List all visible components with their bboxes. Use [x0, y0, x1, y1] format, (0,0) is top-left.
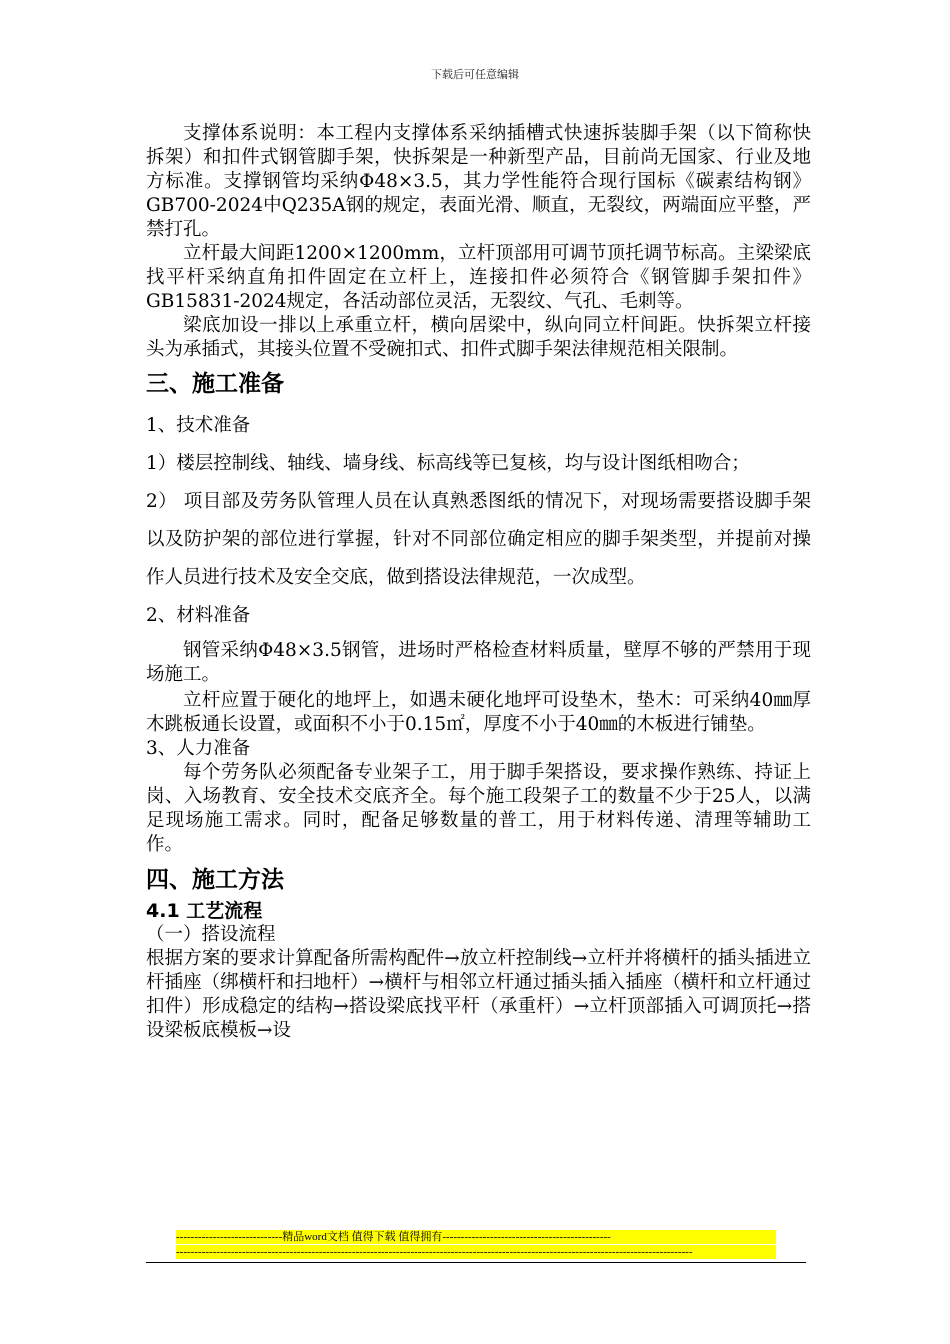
paragraph-labor: 每个劳务队必须配备专业架子工，用于脚手架搭设，要求操作熟练、持证上岗、入场教育、安全技术交底齐全。每个施工段架子工的数量不少于25人，以满足现场施工需求。同时，配备足够数量的普工，用于材料传递、清理等辅助工作。	[146, 762, 811, 855]
subheading-material-prep: 2、材料准备	[146, 605, 251, 626]
subheading-labor-prep: 3、人力准备	[146, 738, 251, 759]
paragraph-material-1: 钢管采纳Φ48×3.5钢管，进场时严格检查材料质量，壁厚不够的严禁用于现场施工。	[146, 640, 811, 685]
footer-divider	[146, 1262, 806, 1263]
subheading-erection-flow: （一）搭设流程	[146, 924, 276, 945]
paragraph-pole-spacing: 立杆最大间距1200×1200mm，立杆顶部用可调节顶托调节标高。主梁梁底找平杆采纳直角扣件固定在立杆上，连接扣件必须符合《钢管脚手架扣件》GB15831-2024规定，各活动部位灵活，无裂纹、气孔、毛刺等。	[146, 243, 811, 312]
header-note: 下载后可任意编辑	[431, 68, 519, 81]
paragraph-support-system: 支撑体系说明：本工程内支撑体系采纳插槽式快速拆装脚手架（以下简称快拆架）和扣件式钢管脚手架，快拆架是一种新型产品，目前尚无国家、行业及地方标准。支撑钢管均采纳Φ48×3.5，其力学性能符合现行国标《碳素结构钢》GB700-2024中Q235A钢的规定，表面光滑、顺直，无裂纹，两端面应平整，严禁打孔。	[146, 123, 811, 240]
heading-construction-prep: 三、施工准备	[146, 371, 284, 397]
document-body	[146, 122, 811, 1043]
paragraph-tech-2: 2） 项目部及劳务队管理人员在认真熟悉图纸的情况下，对现场需要搭设脚手架以及防护架的部位进行掌握，针对不同部位确定相应的脚手架类型，并提前对操作人员进行技术及安全交底，做到搭设法律规范，一次成型。	[146, 491, 811, 588]
subheading-technical-prep: 1、技术准备	[146, 415, 251, 436]
paragraph-beam-poles: 梁底加设一排以上承重立杆，横向居梁中，纵向同立杆间距。快拆架立杆接头为承插式，其接头位置不受碗扣式、扣件式脚手架法律规范相关限制。	[146, 315, 811, 360]
paragraph-tech-1: 1）楼层控制线、轴线、墙身线、标高线等已复核，均与设计图纸相吻合；	[146, 453, 750, 474]
footer-highlight-line-2: ---------------------------------------------------------------------------------------------------------------------------------------------	[176, 1245, 776, 1259]
heading-construction-method: 四、施工方法	[146, 867, 284, 893]
paragraph-erection-flow: 根据方案的要求计算配备所需构配件→放立杆控制线→立杆并将横杆的插头插进立杆插座（绑横杆和扫地杆）→横杆与相邻立杆通过插头插入插座（横杆和立杆通过扣件）形成稳定的结构→搭设梁底找平杆（承重杆）→立杆顶部插入可调顶托→搭设梁板底模板→设	[146, 948, 811, 1041]
footer-highlight-line-1: -----------------------------精品word文档 值得下载 值得拥有----------------------------------------------	[176, 1230, 776, 1244]
paragraph-material-2: 立杆应置于硬化的地坪上，如遇未硬化地坪可设垫木，垫木：可采纳40㎜厚木跳板通长设置，或面积不小于0.15㎡，厚度不小于40㎜的木板进行铺垫。	[146, 690, 811, 735]
heading-process-flow: 4.1 工艺流程	[146, 900, 263, 922]
